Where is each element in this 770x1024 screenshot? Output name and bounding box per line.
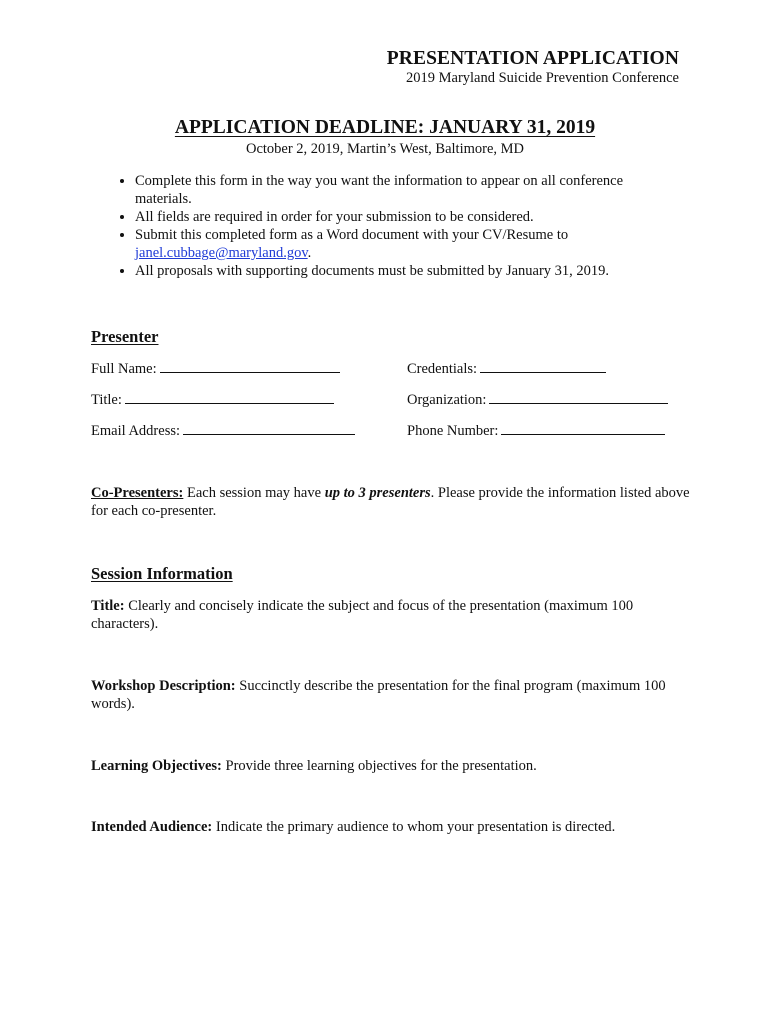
presenter-heading: Presenter xyxy=(91,327,159,346)
instruction-list xyxy=(113,172,695,280)
instruction-item: • All proposals with supporting documents must be submitted by January 31, 2019. xyxy=(135,262,695,280)
workshop-description-instruction: Workshop Description: Succinctly describe the presentation for the final program (maximum 100 words). xyxy=(91,678,666,712)
phone-field[interactable]: Phone Number: xyxy=(407,423,665,440)
session-info-heading: Session Information xyxy=(91,564,233,583)
full-name-blank[interactable] xyxy=(160,371,340,373)
phone-blank[interactable] xyxy=(501,433,665,435)
event-date-location: October 2, 2019, Martin’s West, Baltimore, MD xyxy=(245,141,525,157)
conference-name: 2019 Maryland Suicide Prevention Conference xyxy=(405,70,679,86)
deadline-heading xyxy=(0,117,770,139)
instruction-item: • Complete this form in the way you want the information to appear on all conference materials. xyxy=(135,172,695,208)
organization-field[interactable]: Organization: xyxy=(407,392,668,409)
deadline-text: APPLICATION DEADLINE: JANUARY 31, 2019 xyxy=(174,117,596,138)
copresenters-note: Co-Presenters: Each session may have up to 3 presenters. Please provide the information listed above for each co-presenter. xyxy=(91,485,690,519)
organization-blank[interactable] xyxy=(489,402,668,404)
email-blank[interactable] xyxy=(183,433,355,435)
instruction-item: • All fields are required in order for your submission to be considered. xyxy=(135,208,695,226)
learning-objectives-instruction: Learning Objectives: Provide three learning objectives for the presentation. xyxy=(91,758,537,774)
credentials-blank[interactable] xyxy=(480,371,606,373)
full-name-field[interactable]: Full Name: xyxy=(91,361,340,378)
document-title: PRESENTATION APPLICATION xyxy=(386,48,679,69)
email-field[interactable]: Email Address: xyxy=(91,423,355,440)
submission-email-link[interactable]: janel.cubbage@maryland.gov xyxy=(135,245,308,261)
title-field[interactable]: Title: xyxy=(91,392,334,409)
credentials-field[interactable]: Credentials: xyxy=(407,361,606,378)
session-title-instruction: Title: Clearly and concisely indicate the subject and focus of the presentation (maximum 100 characters). xyxy=(91,598,634,632)
title-blank[interactable] xyxy=(125,402,334,404)
intended-audience-instruction: Intended Audience: Indicate the primary audience to whom your presentation is directed. xyxy=(91,819,616,835)
instruction-item: • Submit this completed form as a Word document with your CV/Resume to janel.cubbage@maryland.gov. xyxy=(135,226,695,262)
